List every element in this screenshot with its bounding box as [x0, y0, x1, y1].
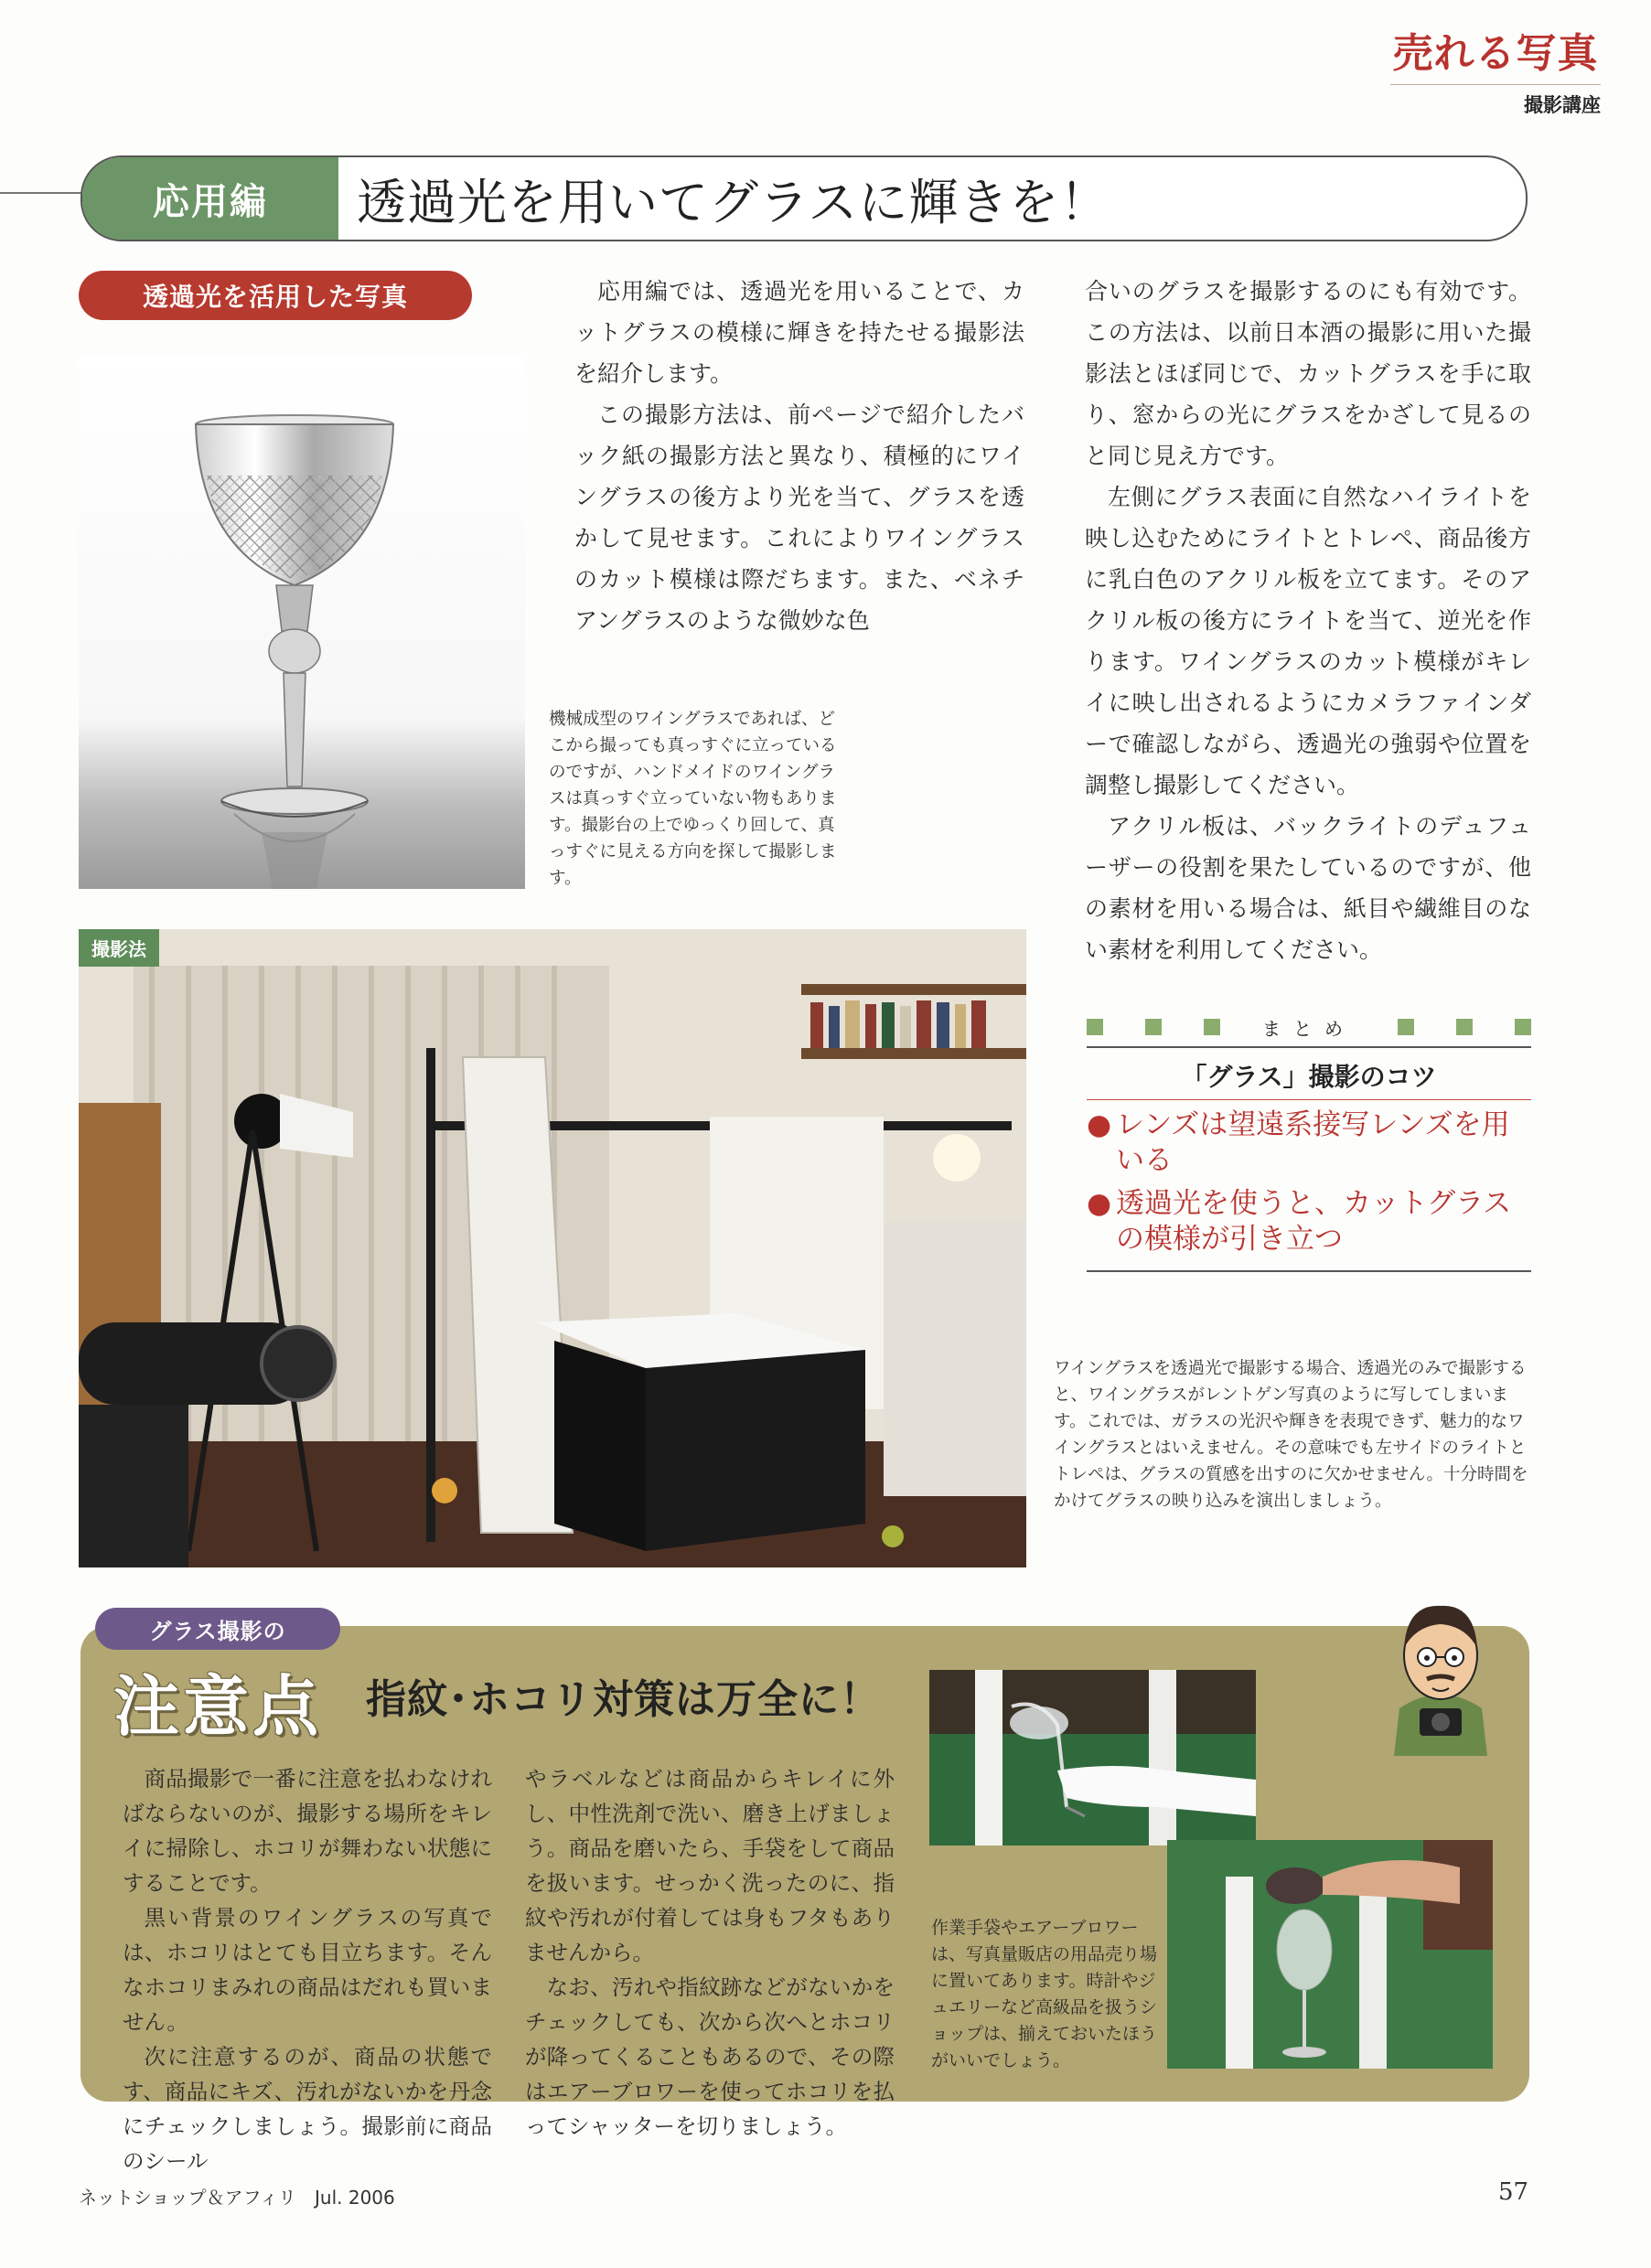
body-column-1: [574, 271, 1024, 641]
summary-tip: [1087, 1107, 1531, 1179]
summary-box: [1087, 1013, 1531, 1272]
gloved-hand-icon: [929, 1670, 1256, 1845]
caution-paragraph: なお、汚れや指紋跡などがないかをチェックしても、次から次へとホコリが降ってくることもあるので、その際はエアーブロワーを使ってホコリを払ってシャッターを切りましょう。: [525, 1974, 895, 2139]
bullet-icon: ●: [1087, 1108, 1112, 1141]
square-icon: [1398, 1019, 1414, 1035]
caution-heading: 注意点: [113, 1667, 323, 1745]
body-paragraph: 左側にグラス表面に自然なハイライトを映し込むためにライトとトレペ、商品後方に乳白色のアクリル板を立てます。そのアクリル板の後方にライトを当て、逆光を作ります。ワイングラスのカット模様がキレイに映し出されるようにカメラファインダーで確認しながら、透過光の強弱や位置を調整し撮影してください。: [1085, 484, 1531, 798]
bullet-icon: ●: [1087, 1187, 1112, 1220]
series-title: 売れる写真: [1392, 30, 1599, 77]
footer-publication: ネットショップ＆アフィリ Jul. 2006: [79, 2187, 395, 2209]
air-blower-icon: [1167, 1840, 1493, 2069]
photo-section-label: 透過光を活用した写真: [79, 271, 472, 320]
photographer-avatar-icon: [1387, 1580, 1495, 1756]
body-paragraph: この撮影方法は、前ページで紹介したバック紙の撮影方法と異なり、積極的にワイングラスの後方より光を当て、グラスを透かして見せます。これによりワイングラスのカット模様は際だちます。また、ベネチアングラスのような微妙な色: [574, 401, 1024, 634]
caution-paragraph: 次に注意するのが、商品の状態です、商品にキズ、汚れがないかを丹念にチェックしましょう。撮影前に商品のシール: [123, 2044, 492, 2174]
tools-caption: 作業手袋やエアーブロワーは、写真量販店の用品売り場に置いてあります。時計やジュエリーなど高級品を扱うショップは、揃えておいたほうがいいでしょう。: [931, 1918, 1158, 2070]
body-column-2: [1085, 271, 1531, 970]
summary-label: まとめ: [1262, 1017, 1356, 1040]
square-icon: [1456, 1019, 1473, 1035]
studio-setup-photo: [79, 929, 1026, 1567]
body-paragraph: 応用編では、透過光を用いることで、カットグラスの模様に輝きを持たせる撮影法を紹介します。: [574, 278, 1024, 387]
series-brand: [1390, 20, 1601, 118]
photographer-avatar: [1387, 1580, 1495, 1756]
caution-column-1: [123, 1761, 492, 2178]
summary-tip-text: 透過光を使うと、カットグラスの模様が引き立つ: [1116, 1187, 1512, 1256]
summary-divider: [1087, 1270, 1531, 1272]
square-icon: [1087, 1019, 1103, 1035]
setup-photo-caption: ワイングラスを透過光で撮影する場合、透過光のみで撮影すると、ワイングラスがレントゲン写真のように写してしまいます。これでは、ガラスの光沢や輝きを表現できず、魅力的なワイングラスとはいえません。その意味でも左サイドのライトとトレペは、グラスの質感を出すのに欠かせません。十分時間をかけてグラスの映り込みを演出しましょう。: [1054, 1359, 1528, 1511]
square-icon: [1145, 1019, 1162, 1035]
caution-paragraph: やラベルなどは商品からキレイに外し、中性洗剤で洗い、磨き上げましょう。商品を磨いたら、手袋をして商品を扱います。せっかく洗ったのに、指紋や汚れが付着しては身もフタもありませんから。: [525, 1766, 895, 1965]
summary-header: [1087, 1013, 1531, 1048]
summary-title: 「グラス」撮影のコツ: [1087, 1048, 1531, 1100]
gloved-hand-photo: [929, 1670, 1256, 1845]
caution-column-2: [525, 1761, 895, 2144]
air-blower-photo: [1167, 1840, 1493, 2069]
setup-photo-label: 撮影法: [79, 929, 159, 967]
section-tag: 応用編: [82, 157, 338, 240]
article-title: 透過光を用いてグラスに輝きを！: [357, 173, 1110, 231]
page-number: 57: [1498, 2178, 1529, 2206]
square-icon: [1204, 1019, 1220, 1035]
caution-paragraph: 黒い背景のワイングラスの写真では、ホコリはとても目立ちます。そんなホコリまみれの商品はだれも買いません。: [123, 1905, 492, 2035]
glass-photo-caption: 機械成型のワイングラスであれば、どこから撮っても真っすぐに立っているのですが、ハンドメイドのワイングラスは真っすぐ立っていない物もあります。撮影台の上でゆっくり回して、真っすぐに見える方向を探して撮影します。: [549, 710, 837, 888]
cut-wine-glass-photo: [79, 357, 525, 889]
caution-paragraph: 商品撮影で一番に注意を払わなければならないのが、撮影する場所をキレイに掃除し、ホコリが舞わない状態にすることです。: [123, 1766, 492, 1896]
cut-wine-glass-icon: [79, 357, 525, 889]
body-paragraph: アクリル板は、バックライトのデュフューザーの役割を果たしているのですが、他の素材を用いる場合は、紙目や繊維目のない素材を利用してください。: [1085, 813, 1531, 963]
caution-pill: グラス撮影の: [95, 1608, 340, 1650]
caution-subheading: 指紋･ホコリ対策は万全に！: [366, 1676, 881, 1723]
title-rule: [0, 192, 82, 194]
square-icon: [1515, 1019, 1531, 1035]
series-subtitle: 撮影講座: [1390, 84, 1601, 118]
studio-setup-icon: [79, 929, 1026, 1567]
article-title-bar: [80, 155, 1528, 241]
summary-tip: [1087, 1186, 1531, 1257]
body-paragraph: 合いのグラスを撮影するのにも有効です。この方法は、以前日本酒の撮影に用いた撮影法とほぼ同じで、カットグラスを手に取り、窓からの光にグラスをかざして見るのと同じ見え方です。: [1085, 278, 1531, 469]
summary-tip-text: レンズは望遠系接写レンズを用いる: [1116, 1108, 1510, 1177]
